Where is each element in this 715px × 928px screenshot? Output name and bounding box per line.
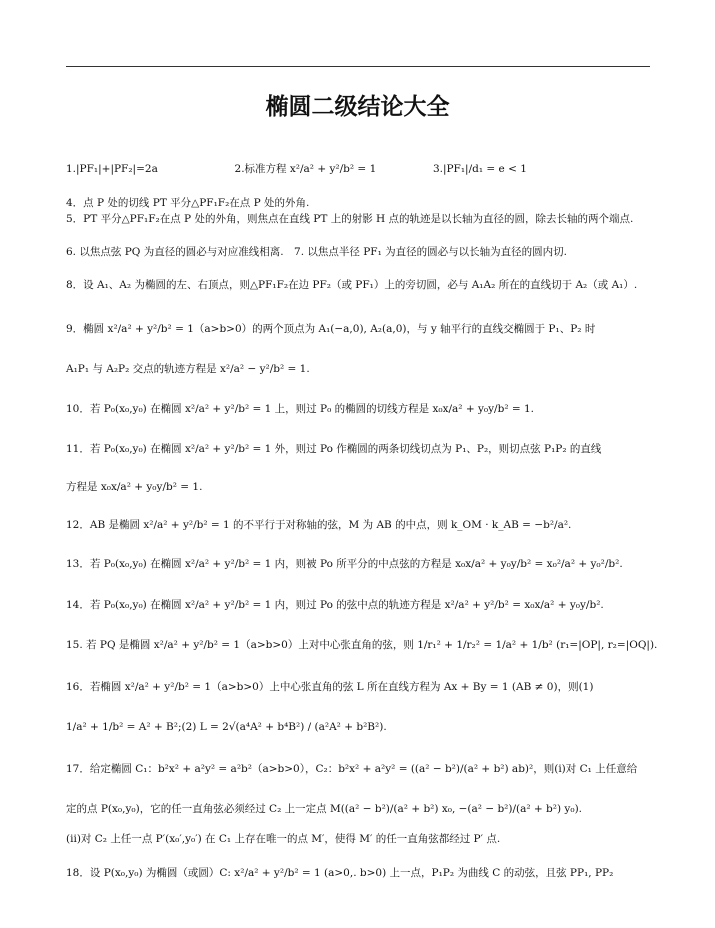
item-8: 8．设 A₁、A₂ 为椭圆的左、右顶点，则△PF₁F₂在边 PF₂（或 PF₁）上的旁切圆，必与 A₁A₂ 所在的直线切于 A₂（或 A₁）. (66, 279, 638, 291)
item-16-line1: 16．若椭圆 x²/a² + y²/b² = 1（a>b>0）上中心张直角的弦 L 所在直线方程为 Ax + By = 1 (AB ≠ 0)，则(1) (66, 681, 594, 693)
item-15: 15. 若 PQ 是椭圆 x²/a² + y²/b² = 1（a>b>0）上对中心张直角的弦，则 1/r₁² + 1/r₂² = 1/a² + 1/b² (r₁=|OP|, r₂=|OQ|). (66, 639, 658, 651)
item-11-line1: 11．若 P₀(x₀,y₀) 在椭圆 x²/a² + y²/b² = 1 外，则过 Po 作椭圆的两条切线切点为 P₁、P₂，则切点弦 P₁P₂ 的直线 (66, 443, 602, 455)
item-12: 12．AB 是椭圆 x²/a² + y²/b² = 1 的不平行于对称轴的弦，M 为 AB 的中点，则 k_OM · k_AB = −b²/a². (66, 519, 572, 531)
item-3: 3.|PF₁|/d₁ = e < 1 (432, 163, 527, 175)
item-16-line2: 1/a² + 1/b² = A² + B²;(2) L = 2√(a⁴A² + b⁴B²) / (a²A² + b²B²). (66, 721, 387, 733)
item-17-line2: 定的点 P(x₀,y₀)，它的任一直角弦必须经过 C₂ 上一定点 M((a² − b²)/(a² + b²) x₀, −(a² − b²)/(a² + b²) y₀). (66, 803, 583, 815)
item-2: 2.标准方程 x²/a² + y²/b² = 1 (234, 163, 377, 175)
item-4: 4．点 P 处的切线 PT 平分△PF₁F₂在点 P 处的外角. (66, 197, 310, 209)
item-5: 5．PT 平分△PF₁F₂在点 P 处的外角，则焦点在直线 PT 上的射影 H 点的轨迹是以长轴为直径的圆，除去长轴的两个端点. (66, 213, 634, 225)
header-rule (66, 66, 650, 67)
item-14: 14．若 P₀(x₀,y₀) 在椭圆 x²/a² + y²/b² = 1 内，则过 Po 的弦中点的轨迹方程是 x²/a² + y²/b² = x₀x/a² + y₀y/b². (66, 599, 604, 611)
item-17-line1: 17．给定椭圆 C₁：b²x² + a²y² = a²b²（a>b>0），C₂：b²x² + a²y² = ((a² − b²)/(a² + b²) ab)²，则(i)对 C₁ 上任意给 (66, 763, 638, 775)
item-13: 13．若 P₀(x₀,y₀) 在椭圆 x²/a² + y²/b² = 1 内，则被 Po 所平分的中点弦的方程是 x₀x/a² + y₀y/b² = x₀²/a² + y₀²/b². (66, 558, 623, 570)
item-10: 10．若 P₀(x₀,y₀) 在椭圆 x²/a² + y²/b² = 1 上，则过 P₀ 的椭圆的切线方程是 x₀x/a² + y₀y/b² = 1. (66, 403, 535, 415)
item-9-line1: 9．椭圆 x²/a² + y²/b² = 1（a>b>0）的两个顶点为 A₁(−a,0), A₂(a,0)，与 y 轴平行的直线交椭圆于 P₁、P₂ 时 (66, 323, 596, 335)
item-11-line2: 方程是 x₀x/a² + y₀y/b² = 1. (66, 481, 203, 493)
item-9-line2: A₁P₁ 与 A₂P₂ 交点的轨迹方程是 x²/a² − y²/b² = 1. (66, 363, 310, 375)
item-1-3 (66, 162, 527, 176)
item-17-line3: (ii)对 C₂ 上任一点 P′(x₀′,y₀′) 在 C₁ 上存在唯一的点 M′，使得 M′ 的任一直角弦都经过 P′ 点. (66, 833, 501, 845)
item-1: 1.|PF₁|+|PF₂|=2a (66, 163, 158, 175)
item-18: 18．设 P(x₀,y₀) 为椭圆（或圆）C: x²/a² + y²/b² = 1 (a>0,. b>0) 上一点，P₁P₂ 为曲线 C 的动弦，且弦 PP₁, PP₂ (66, 867, 614, 879)
item-6-7: 6. 以焦点弦 PQ 为直径的圆必与对应准线相离. 7. 以焦点半径 PF₁ 为直径的圆必与以长轴为直径的圆内切. (66, 246, 567, 258)
page-title: 椭圆二级结论大全 (265, 94, 450, 120)
